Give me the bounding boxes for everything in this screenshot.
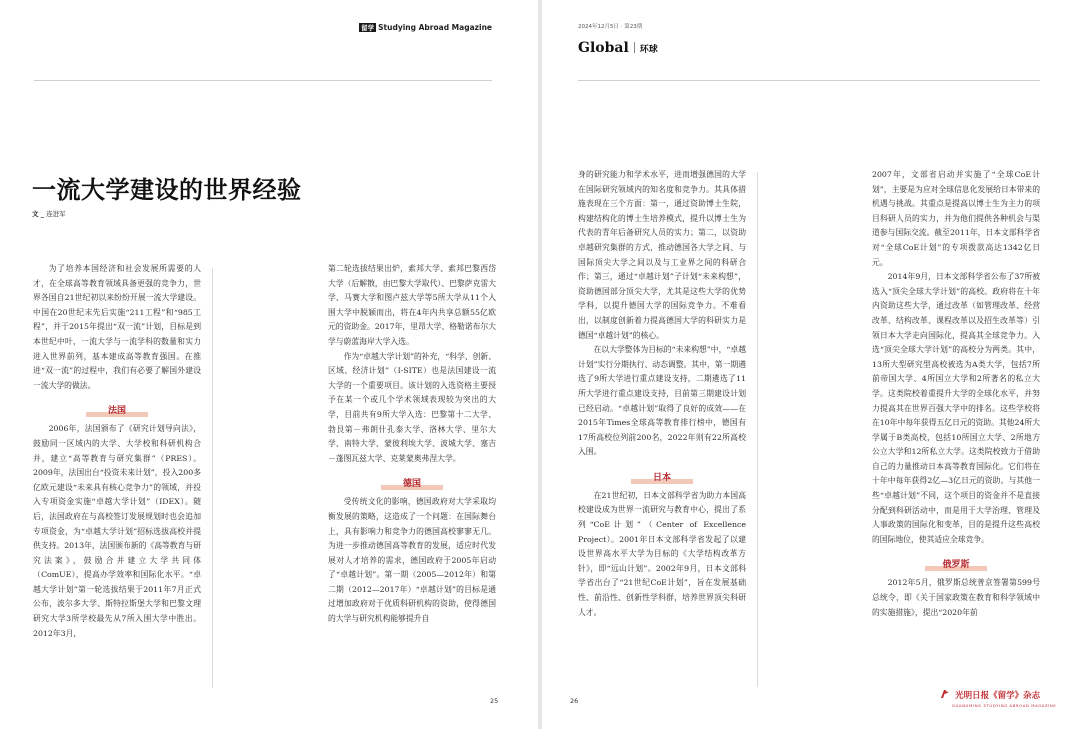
article-title: 一流大学建设的世界经验 [32,176,302,204]
japan-paragraph-3: 2014年9月，日本文部科学省公布了37所被选入“顶尖全球大学计划”的高校。政府将在十年内资助这些大学，通过改革（如管理改革、经营改革、结构改革、课程改革以及招生改革等）引领日本大学走向国际化，提高其全球竞争力。入选“顶尖全球大学计划”的高校分为两类。其中，13所大型研究型高校被选为A类大学，包括7所前帝国大学、4所国立大学和2所著名的私立大学。这类院校着重提升大学的全球化水平，并努力提高其在世界百强大学中的排名。这些学校将在10年中每年获得五亿日元的资助。其他24所大学属于B类高校，包括10所国立大学、2所地方公立大学和12所私立大学。这类院校致力于借助自己的力量推动日本高等教育国际化。它们将在十年中每年获得2亿—3亿日元的资助。与其他一些“卓越计划”不同，这个项目的资金并不是直接分配到科研活动中，而是用于大学治理、管理及人事政策的国际化和变革，目的是提升这些高校的国际地位，使其适应全球竞争。 [872,272,1040,544]
issue-date: 2024年12月5日 · 第23期 [578,24,643,30]
footer-logo-subtitle: GUANGMING STUDYING ABROAD MAGAZINE [952,703,1057,708]
japan-paragraph-2: 2007年，文部省启动并实施了“全球CoE计划”，主要是为应对全球信息化发展给日本带来的机遇与挑战。其重点是提高以博士生为主力的项目科研人员的实力，并为他们提供各种机会与渠道参与国际交流。截至2011年，日本文部科学省对“全球CoE计划”的专项拨款高达1342亿日元。 [872,170,1040,267]
right-page-column-2 [872,168,1040,620]
france-paragraph-1: 2006年，法国颁布了《研究计划导向法》，鼓励同一区域内的大学、大学校和科研机构合并，建立“高等教育与研究集群”（PRES）。2009年，法国出台“投资未来计划”，投入200多亿欧元建设“未来具有核心竞争力”的领域，并投入专项资金实施“卓越大学计划”（IDEX）。随后，法国政府在与高校签订发展规划时也会追加专项资金，为“卓越大学计划”招标选拔高校并提供支持。2013年，法国颁布新的《高等教育与研究法案》，鼓励合并建立大学共同体（ComUE），提高办学效率和国际化水平。“卓越大学计划”第一轮选拔结果于2011年7月正式公布，波尔多大学、斯特拉斯堡大学和巴黎文理研究大学3所学校最先从7所入围大学中胜出。2012年3月， [33,424,201,638]
section-title-zh: 环球 [639,45,658,55]
magazine-header-text: Studying Abroad Magazine [378,23,492,32]
header-divider [34,80,492,81]
right-page-column-1 [578,168,746,620]
byline [32,209,66,218]
page-number-left: 25 [490,697,499,705]
germany-paragraph-1: 受传统文化的影响，德国政府对大学采取均衡发展的策略，这造成了一个问题：在国际舞台上，具有影响力和竞争力的德国高校寥寥无几。为进一步推动德国高等教育的发展，适应时代发展对人才培养的需求，德国政府于2005年启动了“卓越计划”。第一期（2005—2012年）和第二期（2012—2017年）“卓越计划”的目标是通过增加政府对于优质科研机构的资助，使得德国的大学与研究机构能够提升自 [328,497,496,624]
germany-paragraph-2: 身的研究能力和学术水平，进而增强德国的大学在国际研究领域内的知名度和竞争力。其具体措施表现在三个方面：第一，通过资助博士生院，构建结构化的博士生培养模式，提升以博士生为代表的青年后备研究人员的实力；第二，以资助卓越研究集群的方式，推动德国各大学之间、与国际顶尖大学之间以及与工业界之间的科研合作；第三，通过“卓越计划”子计划“未来构想”，资助德国部分顶尖大学，尤其是这些大学的优势学科，以提升德国大学的国际竞争力。不难看出，以制度创新着力提高德国大学的科研实力是德国“卓越计划”的核心。 [578,170,746,340]
footer-logo [940,683,1056,708]
germany-paragraph-3: 在以大学整体为目标的“未来构想”中，“卓越计划”实行分期执行、动态调整。其中，第一期遴选了9所大学进行重点建设支持，二期遴选了11所大学进行重点建设支持，目前第三期建设计划已经启动。“卓越计划”取得了良好的成效——在2015年Times全球高等教育排行榜中，德国有17所高校位列前200名，2022年则有22所高校入围。 [578,345,746,457]
section-heading-russia: 俄罗斯 [872,557,1040,573]
intro-paragraph: 为了培养本国经济和社会发展所需要的人才，在全球高等教育领域具备更强的竞争力，世界各国自21世纪初以来纷纷开展一流大学建设。中国在20世纪末先后实施“211工程”和“985工程”，并于2015年提出“双一流”计划，目标是到本世纪中叶，一流大学与一流学科的数量和实力进入世界前列，基本建成高等教育强国。在推进“双一流”的过程中，我们有必要了解国外建设一流大学的做法。 [33,264,201,390]
byline-prefix: 文 _ [32,210,45,218]
header-divider [578,80,1040,81]
footer-logo-text: 光明日报《留学》杂志 [955,691,1041,701]
magazine-logo-mark: 留学 [361,24,375,32]
russia-paragraph-1: 2012年5月，俄罗斯总统普京签署第599号总统令，即《关于国家政策在教育和科学领域中的实施措施》，提出“2020年前 [872,578,1040,617]
left-page [0,0,538,729]
column-rule [212,268,213,688]
section-separator [634,42,635,53]
france-paragraph-3: 作为“卓越大学计划”的补充，“科学、创新、区域、经济计划”（I-SITE）也是法国建设一流大学的一个重要项目。该计划的入选资格主要授予在某一个或几个学术领域表现较为突出的大学，目前共有9所大学入选：巴黎第十二大学、勃艮第－弗朗什孔泰大学、洛林大学、里尔大学、南特大学、蒙彼利埃大学、波城大学、塞吉－蓬图瓦兹大学、克莱蒙奥弗涅大学。 [328,351,496,463]
section-title-en: Global [578,40,629,56]
section-heading-japan: 日本 [578,470,746,486]
left-page-column-1 [33,262,201,641]
section-heading-germany: 德国 [328,476,496,492]
japan-paragraph-1: 在21世纪初，日本文部科学省为助力本国高校建设成为世界一流研究与教育中心，提出了系列“CoE计划”（Center of Excellence Project）。2001年日本文部科学省发起了以建设世界高水平大学为目标的《大学结构改革方针》，即“远山计划”。2002年9月，日本文部科学省出台了“21世纪CoE计划”，旨在发展基础性、前沿性、创新性学科群，培养世界顶尖科研人才。 [578,490,746,617]
column-rule [757,172,758,687]
byline-author: 连进军 [46,210,66,218]
france-paragraph-2: 第二轮选拔结果出炉，索邦大学、索邦巴黎西岱大学（后解散，由巴黎大学取代）、巴黎萨克雷大学、马赛大学和图卢兹大学等5所大学从11个入围大学中脱颖而出，将在4年内共享总额55亿欧元的资助金。2017年，里昂大学、格勒诺布尔大学与蔚蓝海岸大学入选。 [328,264,496,346]
right-page [542,0,1080,729]
logo-flag-icon [940,689,950,699]
section-heading-france: 法国 [33,403,201,419]
page-number-right: 26 [570,697,579,705]
magazine-header [359,23,492,32]
left-page-column-2 [328,262,496,627]
section-title [578,37,658,56]
